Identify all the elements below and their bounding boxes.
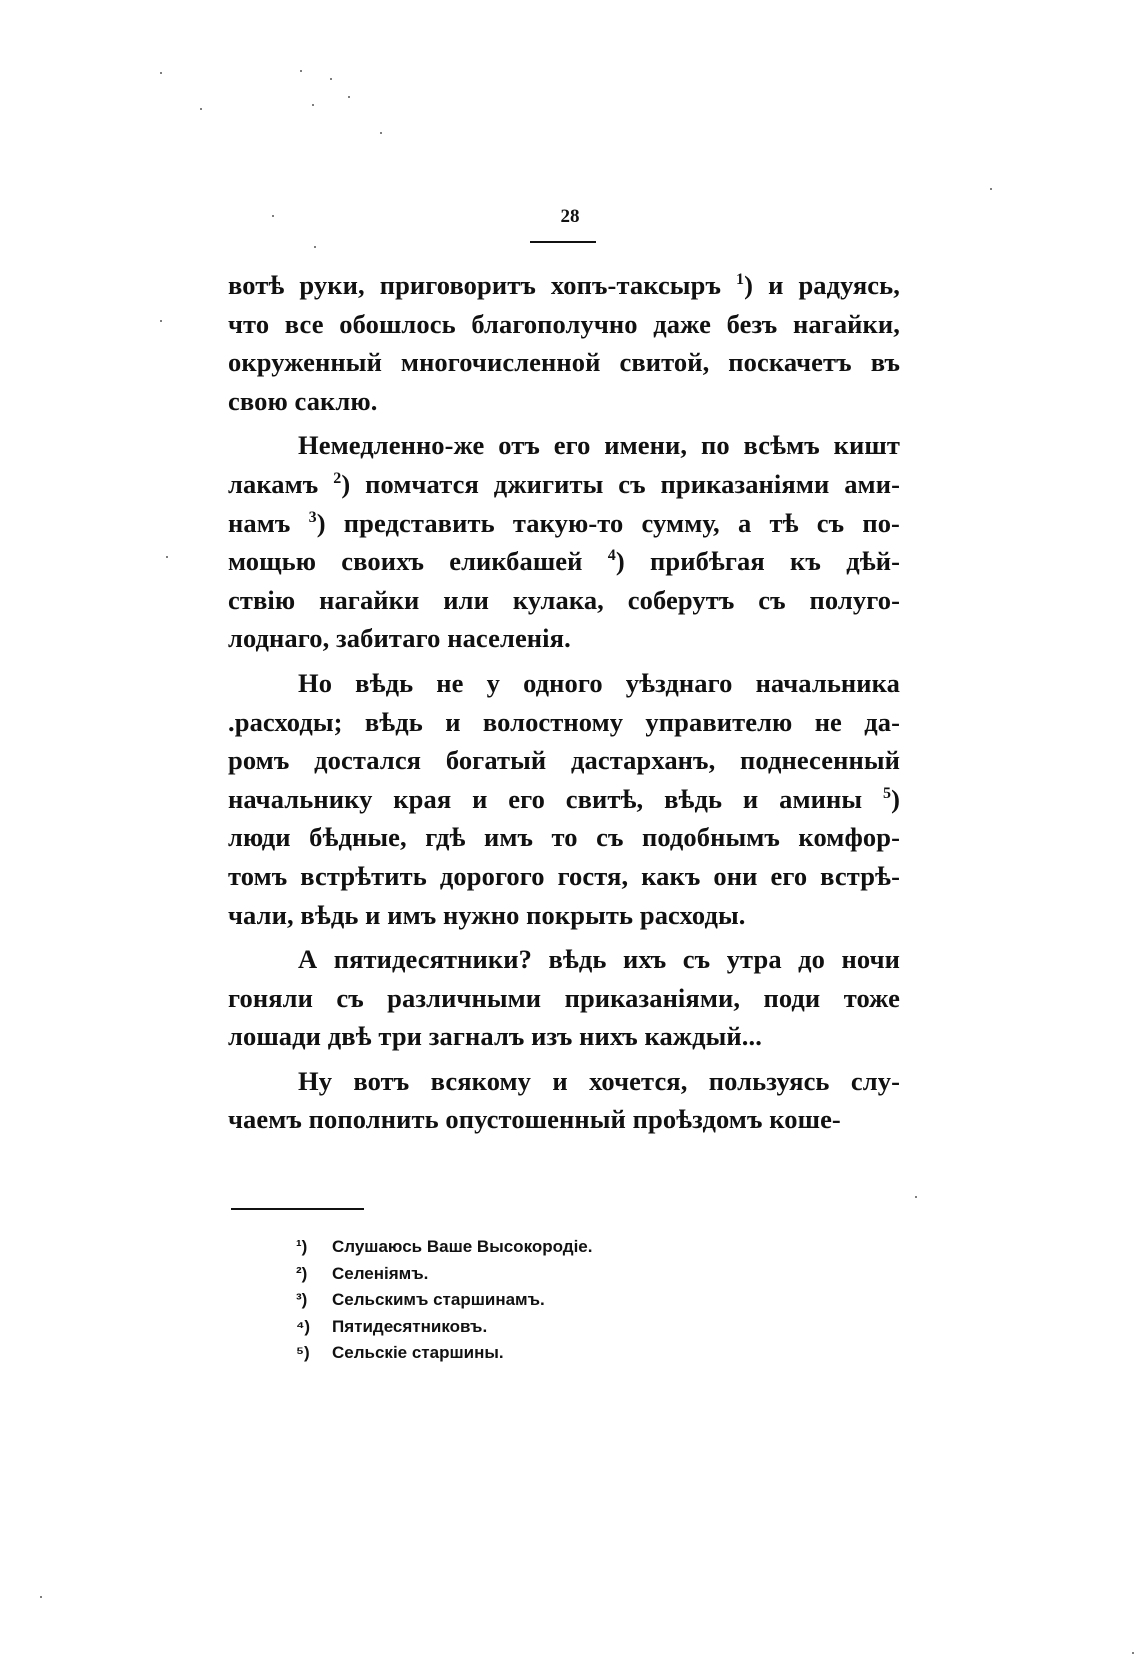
footnote [296,1261,796,1288]
footnote [296,1287,796,1314]
text-line [228,780,900,819]
page-number-underline [530,241,596,243]
footnote-reference: 3 [308,508,317,526]
text-line [228,382,900,421]
line-text-after-reference: ) помчатся джигиты съ приказаніями ами- [341,468,901,499]
scan-speck [348,96,350,98]
line-text: лакамъ [228,468,334,499]
line-text: Но вѣдь не у одного уѣзднаго начальника [298,667,900,698]
line-text: свою саклю. [228,385,378,416]
text-line [228,1100,900,1139]
line-text: лоднаго, забитаго населенія. [228,623,571,654]
line-text-after-reference: ) представить такую-то сумму, а тѣ съ по- [316,507,900,538]
line-text-after-reference: ) и радуясь, [744,270,900,300]
line-text-after-reference: ) прибѣгая къ дѣй- [615,546,900,577]
text-line [228,426,900,465]
text-line [228,504,900,543]
text-line [228,619,900,658]
text-line [228,741,900,780]
body-text [228,266,900,1139]
text-line [228,1062,900,1101]
scan-speck [40,1596,42,1598]
line-text: Немедленно-же отъ его имени, по всѣмъ кишт [298,430,900,461]
line-text: ромъ достался богатый дастарханъ, поднесенный [228,745,900,776]
line-text: чаемъ пополнить опустошенный проѣздомъ коше- [228,1104,841,1135]
footnote-marker: ³) [296,1290,308,1309]
line-text: окруженный многочисленной свитой, поскачетъ въ [228,347,900,378]
scan-speck [160,320,162,322]
scan-speck [166,556,168,558]
page-number: 28 [560,206,580,227]
text-line [228,581,900,620]
line-text: намъ [228,507,309,538]
footnote-marker: ¹) [296,1237,308,1256]
line-text: что все обошлось благополучно даже безъ нагайки, [228,308,900,339]
scan-speck [272,215,274,217]
text-line [228,305,900,344]
scan-speck [312,104,314,106]
line-text: Ну вотъ всякому и хочется, пользуясь слу- [298,1065,900,1096]
text-line [228,818,900,857]
line-text: гоняли съ различными приказаніями, поди тоже [228,982,900,1013]
footnote-text: Сельскимъ старшинамъ. [332,1290,545,1309]
line-text: чали, вѣдь и имъ нужно покрыть расходы. [228,899,746,930]
footnote-text: Слушаюсь Ваше Высокородіе. [332,1237,593,1256]
footnote-marker: ⁴) [296,1316,311,1336]
text-line [228,896,900,935]
footnote-text: Селеніямъ. [332,1263,429,1283]
scan-speck [990,188,992,190]
text-line [228,857,900,896]
line-text: вотѣ руки, приговоритъ хопъ-таксыръ [228,270,737,300]
text-line [228,703,900,742]
footnote-marker: ⁵) [296,1343,310,1362]
scan-speck [314,246,316,248]
footnote [296,1314,796,1341]
line-text: ствію нагайки или кулака, соберутъ съ полуго- [228,584,900,615]
line-text-after-reference: ) [891,783,900,814]
text-line [228,1017,900,1056]
scan-speck [160,72,162,74]
text-line [228,465,900,504]
text-line [228,343,900,382]
line-text: А пятидесятники? вѣдь ихъ съ утра до ночи [298,944,900,975]
scan-speck [380,132,382,134]
line-text: люди бѣдные, гдѣ имъ то съ подобнымъ комфор- [228,822,900,853]
text-line [228,542,900,581]
text-line [228,664,900,703]
line-text: мощью своихъ еликбашей [228,546,608,577]
line-text: лошади двѣ три загналъ изъ нихъ каждый... [228,1021,762,1052]
scan-speck [200,108,202,110]
scan-speck [1132,1652,1134,1654]
text-line [228,940,900,979]
scan-speck [300,70,302,72]
footnote-reference: 5 [882,784,892,802]
footnote-reference: 4 [607,547,616,565]
footnote-reference: 1 [736,271,745,288]
footnotes [296,1234,796,1367]
line-text: начальнику края и его свитѣ, вѣдь и амины [228,783,883,814]
footnote-separator [231,1208,364,1210]
scan-speck [915,1196,917,1198]
line-text: томъ встрѣтить дорогого гостя, какъ они его встрѣ- [228,860,900,891]
text-line [228,979,900,1018]
footnote-marker: ²) [296,1263,308,1283]
footnote-text: Пятидесятниковъ. [332,1316,488,1336]
footnote-reference: 2 [333,469,342,487]
line-text: .расходы; вѣдь и волостному управителю не да- [228,706,900,737]
footnote [296,1234,796,1261]
scan-speck [330,78,332,80]
footnote [296,1340,796,1367]
footnote-text: Сельскіе старшины. [332,1343,504,1362]
text-line [228,266,900,305]
